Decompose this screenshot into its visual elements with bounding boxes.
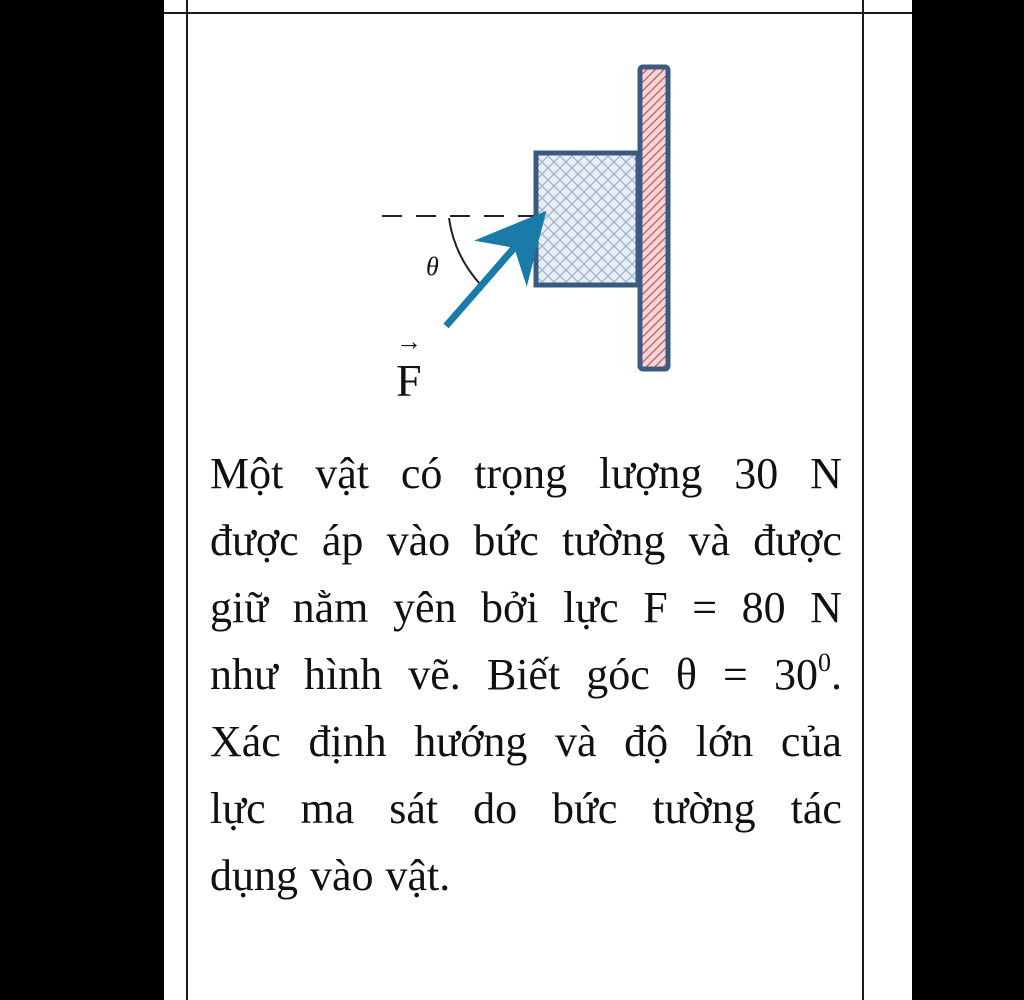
angle-arc	[449, 218, 480, 284]
force-diagram	[164, 0, 912, 430]
word: hình	[303, 650, 383, 699]
problem-line-7	[210, 842, 842, 909]
word: Xác	[210, 717, 281, 766]
word: lớn	[695, 717, 754, 766]
word: của	[780, 717, 842, 766]
word: do	[473, 784, 518, 833]
word: áp	[321, 516, 364, 565]
problem-line-2	[210, 507, 842, 574]
force-vector-arrow-glyph: →	[396, 327, 422, 356]
problem-line-4	[210, 641, 842, 708]
word: ma	[300, 784, 355, 833]
word: và	[688, 516, 731, 565]
word: tường	[561, 516, 666, 565]
force-label: F	[396, 355, 422, 406]
word: hướng	[414, 717, 528, 766]
word: trọng	[474, 449, 568, 498]
word: N	[810, 449, 842, 498]
angle-value	[774, 641, 842, 708]
word: độ	[624, 717, 669, 766]
word: nằm	[292, 583, 369, 632]
word: vật.	[385, 851, 451, 900]
word: vẽ.	[408, 650, 461, 699]
word: lực	[563, 583, 619, 632]
force-arrow	[446, 232, 528, 326]
word: tác	[790, 784, 842, 833]
problem-line-5	[210, 708, 842, 775]
word: vào	[386, 516, 451, 565]
word: N	[810, 583, 842, 632]
word: dụng	[210, 851, 298, 900]
word: bởi	[481, 583, 539, 632]
wall	[640, 67, 668, 369]
word: định	[308, 717, 387, 766]
angle-number: 30	[773, 650, 818, 699]
word: =	[692, 583, 718, 632]
word: =	[723, 650, 748, 699]
word: có	[400, 449, 443, 498]
word: được	[753, 516, 842, 565]
word: vật	[315, 449, 369, 498]
word: Biết	[486, 650, 561, 699]
word: 30	[734, 449, 779, 498]
word: yên	[392, 583, 457, 632]
angle-label: θ	[426, 252, 439, 281]
word: góc	[586, 650, 650, 699]
problem-line-6	[210, 775, 842, 842]
word: như	[210, 650, 278, 699]
word: F	[643, 583, 668, 632]
document-page	[164, 0, 912, 1000]
degree-superscript: 0	[817, 648, 831, 677]
word: lực	[210, 784, 266, 833]
problem-statement	[210, 440, 842, 909]
sentence-period: .	[830, 650, 842, 699]
word: Một	[210, 449, 284, 498]
word: lượng	[599, 449, 703, 498]
word: vào	[310, 851, 374, 900]
word: được	[210, 516, 299, 565]
word: 80	[741, 583, 786, 632]
word: tường	[652, 784, 756, 833]
word: bức	[473, 516, 539, 565]
problem-line-1	[210, 440, 842, 507]
word: và	[555, 717, 597, 766]
problem-line-3	[210, 574, 842, 641]
word: bức	[552, 784, 618, 833]
word: giữ	[210, 583, 269, 632]
word: sát	[389, 784, 439, 833]
block	[536, 153, 638, 285]
word: θ	[675, 650, 697, 699]
